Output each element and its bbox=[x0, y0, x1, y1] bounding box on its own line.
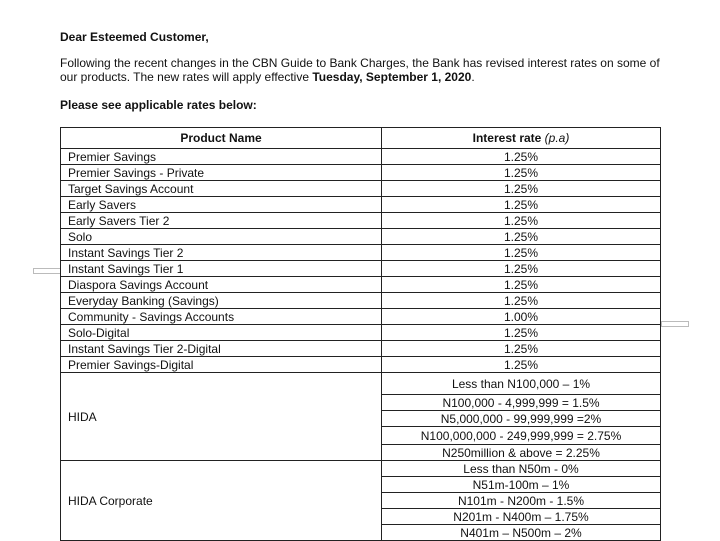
table-row bbox=[61, 261, 661, 277]
table-row bbox=[61, 341, 661, 357]
product-name: Early Savers Tier 2 bbox=[61, 213, 382, 229]
product-rate: 1.25% bbox=[382, 149, 661, 165]
product-rate: 1.25% bbox=[382, 229, 661, 245]
product-rate: 1.25% bbox=[382, 357, 661, 373]
rates-heading: Please see applicable rates below: bbox=[60, 98, 257, 112]
product-rate: 1.25% bbox=[382, 165, 661, 181]
table-row bbox=[61, 325, 661, 341]
product-name: Premier Savings bbox=[61, 149, 382, 165]
header-rate-unit: (p.a) bbox=[544, 131, 570, 145]
table-row bbox=[61, 181, 661, 197]
table-row bbox=[61, 149, 661, 165]
product-rate: 1.25% bbox=[382, 293, 661, 309]
hida-corporate-product-name: HIDA Corporate bbox=[61, 461, 382, 541]
product-name: Diaspora Savings Account bbox=[61, 277, 382, 293]
product-name: Solo-Digital bbox=[61, 325, 382, 341]
product-name: Early Savers bbox=[61, 197, 382, 213]
hida-corporate-tier: N101m - N200m - 1.5% bbox=[382, 493, 661, 509]
product-name: Premier Savings-Digital bbox=[61, 357, 382, 373]
product-rate: 1.25% bbox=[382, 197, 661, 213]
product-name: Target Savings Account bbox=[61, 181, 382, 197]
table-row bbox=[61, 245, 661, 261]
hida-row bbox=[61, 373, 661, 395]
table-row bbox=[61, 197, 661, 213]
hida-tier: N250million & above = 2.25% bbox=[382, 445, 661, 461]
product-name: Solo bbox=[61, 229, 382, 245]
product-rate: 1.25% bbox=[382, 341, 661, 357]
table-row bbox=[61, 229, 661, 245]
hida-tier: N100,000 - 4,999,999 = 1.5% bbox=[382, 395, 661, 411]
effective-date: Tuesday, September 1, 2020 bbox=[312, 70, 472, 84]
table-row bbox=[61, 213, 661, 229]
table-row bbox=[61, 293, 661, 309]
header-product-name: Product Name bbox=[61, 128, 382, 149]
table-row bbox=[61, 357, 661, 373]
product-rate: 1.25% bbox=[382, 245, 661, 261]
table-header-row bbox=[61, 128, 661, 149]
product-name: Community - Savings Accounts bbox=[61, 309, 382, 325]
product-rate: 1.25% bbox=[382, 325, 661, 341]
product-name: Instant Savings Tier 1 bbox=[61, 261, 382, 277]
product-rate: 1.25% bbox=[382, 277, 661, 293]
hida-corporate-row bbox=[61, 461, 661, 477]
hida-corporate-tier: N201m - N400m – 1.75% bbox=[382, 509, 661, 525]
intro-text: Following the recent changes in the CBN Guide to Bank Charges, the Bank has revised interest rates on some of our products. The new rates will apply effective bbox=[60, 56, 660, 84]
product-name: Instant Savings Tier 2-Digital bbox=[61, 341, 382, 357]
table-row bbox=[61, 309, 661, 325]
product-name: Premier Savings - Private bbox=[61, 165, 382, 181]
header-interest-rate bbox=[382, 128, 661, 149]
hida-product-name: HIDA bbox=[61, 373, 382, 461]
product-rate: 1.25% bbox=[382, 213, 661, 229]
table-row bbox=[61, 277, 661, 293]
hida-tier: N100,000,000 - 249,999,999 = 2.75% bbox=[382, 427, 661, 445]
header-rate-label: Interest rate bbox=[472, 131, 545, 145]
hida-corporate-tier: N51m-100m – 1% bbox=[382, 477, 661, 493]
intro-paragraph bbox=[60, 56, 670, 84]
greeting: Dear Esteemed Customer, bbox=[60, 30, 209, 44]
hida-tier: N5,000,000 - 99,999,999 =2% bbox=[382, 411, 661, 427]
hida-corporate-tier: N401m – N500m – 2% bbox=[382, 525, 661, 541]
table-resize-handle-left[interactable] bbox=[33, 268, 61, 274]
table-resize-handle-right[interactable] bbox=[661, 321, 689, 327]
intro-end: . bbox=[471, 70, 475, 84]
product-name: Instant Savings Tier 2 bbox=[61, 245, 382, 261]
product-rate: 1.25% bbox=[382, 261, 661, 277]
table-row bbox=[61, 165, 661, 181]
product-rate: 1.25% bbox=[382, 181, 661, 197]
hida-tier: Less than N100,000 – 1% bbox=[382, 373, 661, 395]
product-name: Everyday Banking (Savings) bbox=[61, 293, 382, 309]
hida-corporate-tier: Less than N50m - 0% bbox=[382, 461, 661, 477]
interest-rates-table bbox=[60, 127, 661, 541]
product-rate: 1.00% bbox=[382, 309, 661, 325]
